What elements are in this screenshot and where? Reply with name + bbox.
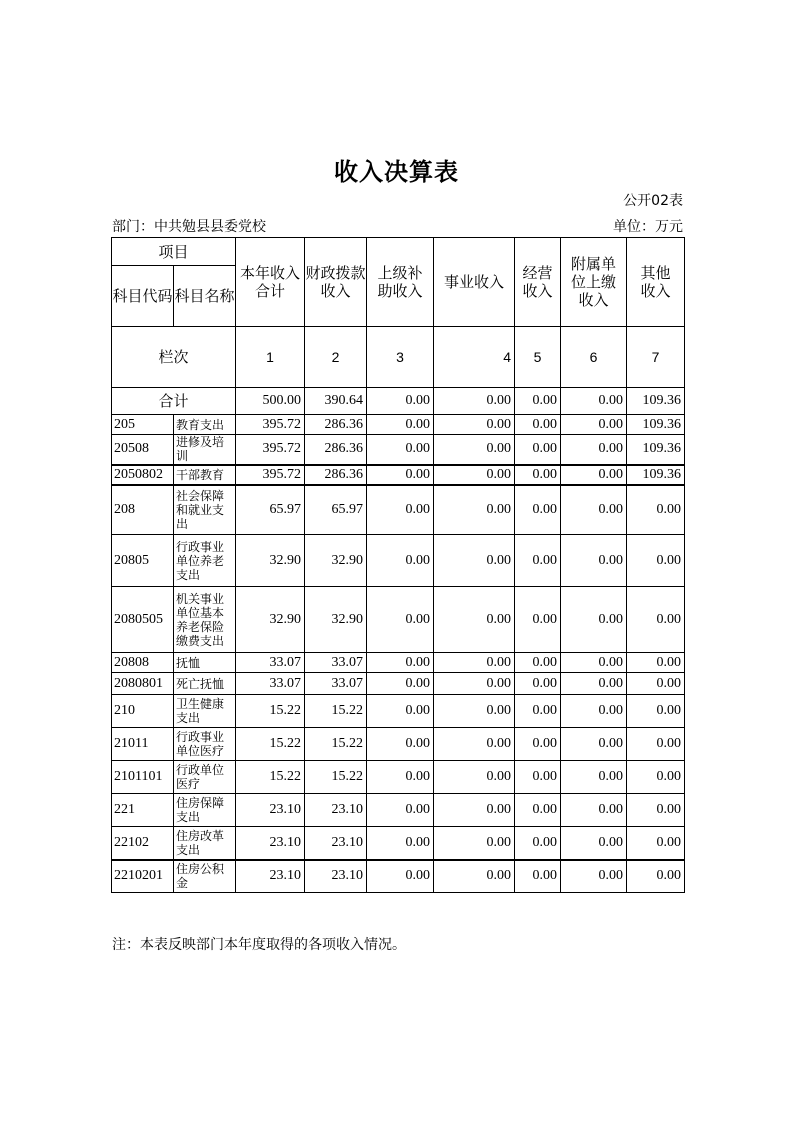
amount-cell: 0.00 bbox=[515, 695, 561, 728]
total-value: 0.00 bbox=[515, 388, 561, 415]
amount-cell: 109.36 bbox=[627, 465, 685, 485]
amount-cell: 0.00 bbox=[434, 587, 515, 653]
subject-code: 205 bbox=[112, 415, 174, 435]
table-row bbox=[112, 535, 685, 587]
form-code: 公开02表 bbox=[623, 193, 683, 209]
amount-cell: 0.00 bbox=[367, 728, 434, 761]
amount-cell: 23.10 bbox=[236, 860, 305, 893]
amount-cell: 0.00 bbox=[434, 794, 515, 827]
amount-cell: 0.00 bbox=[367, 415, 434, 435]
amount-cell: 0.00 bbox=[627, 695, 685, 728]
table-row bbox=[112, 465, 685, 485]
amount-cell: 0.00 bbox=[434, 485, 515, 535]
total-value: 390.64 bbox=[305, 388, 367, 415]
amount-cell: 0.00 bbox=[367, 587, 434, 653]
amount-cell: 0.00 bbox=[515, 435, 561, 465]
amount-cell: 286.36 bbox=[305, 415, 367, 435]
total-label: 合计 bbox=[112, 388, 236, 415]
total-value: 0.00 bbox=[434, 388, 515, 415]
amount-cell: 65.97 bbox=[236, 485, 305, 535]
amount-cell: 23.10 bbox=[305, 827, 367, 860]
amount-cell: 15.22 bbox=[236, 728, 305, 761]
column-number: 2 bbox=[305, 327, 367, 388]
amount-cell: 0.00 bbox=[434, 415, 515, 435]
table-row bbox=[112, 794, 685, 827]
table-row bbox=[112, 827, 685, 860]
column-number: 6 bbox=[561, 327, 627, 388]
table-row bbox=[112, 653, 685, 673]
amount-cell: 0.00 bbox=[627, 728, 685, 761]
amount-cell: 0.00 bbox=[561, 465, 627, 485]
amount-cell: 0.00 bbox=[627, 860, 685, 893]
amount-cell: 0.00 bbox=[515, 415, 561, 435]
amount-cell: 109.36 bbox=[627, 435, 685, 465]
subject-name: 死亡抚恤 bbox=[174, 673, 236, 695]
amount-cell: 0.00 bbox=[561, 587, 627, 653]
amount-cell: 0.00 bbox=[367, 695, 434, 728]
subject-code: 2080505 bbox=[112, 587, 174, 653]
subject-code: 20808 bbox=[112, 653, 174, 673]
subject-code: 20805 bbox=[112, 535, 174, 587]
amount-cell: 0.00 bbox=[627, 794, 685, 827]
amount-cell: 395.72 bbox=[236, 435, 305, 465]
amount-cell: 15.22 bbox=[305, 728, 367, 761]
amount-cell: 0.00 bbox=[367, 435, 434, 465]
footnote: 注：本表反映部门本年度取得的各项收入情况。 bbox=[112, 937, 406, 953]
header-total: 本年收入合计 bbox=[236, 238, 305, 327]
subject-name: 抚恤 bbox=[174, 653, 236, 673]
income-table bbox=[111, 237, 685, 893]
amount-cell: 0.00 bbox=[561, 728, 627, 761]
amount-cell: 0.00 bbox=[367, 485, 434, 535]
amount-cell: 395.72 bbox=[236, 415, 305, 435]
header-affiliated: 附属单位上缴收入 bbox=[561, 238, 627, 327]
subject-name: 干部教育 bbox=[174, 465, 236, 485]
subject-code: 22102 bbox=[112, 827, 174, 860]
amount-cell: 0.00 bbox=[367, 827, 434, 860]
subject-code: 2050802 bbox=[112, 465, 174, 485]
column-number: 5 bbox=[515, 327, 561, 388]
column-number: 4 bbox=[434, 327, 515, 388]
amount-cell: 15.22 bbox=[236, 695, 305, 728]
subject-code: 208 bbox=[112, 485, 174, 535]
header-subsidy: 上级补助收入 bbox=[367, 238, 434, 327]
subject-name: 教育支出 bbox=[174, 415, 236, 435]
amount-cell: 0.00 bbox=[434, 435, 515, 465]
amount-cell: 32.90 bbox=[236, 535, 305, 587]
amount-cell: 0.00 bbox=[367, 653, 434, 673]
table-row bbox=[112, 761, 685, 794]
amount-cell: 0.00 bbox=[367, 860, 434, 893]
amount-cell: 15.22 bbox=[305, 761, 367, 794]
subject-name: 住房公积金 bbox=[174, 860, 236, 893]
subject-name: 住房改革支出 bbox=[174, 827, 236, 860]
subject-code: 2101101 bbox=[112, 761, 174, 794]
amount-cell: 0.00 bbox=[367, 794, 434, 827]
amount-cell: 0.00 bbox=[434, 535, 515, 587]
amount-cell: 0.00 bbox=[515, 465, 561, 485]
amount-cell: 0.00 bbox=[561, 653, 627, 673]
amount-cell: 0.00 bbox=[515, 673, 561, 695]
total-value: 0.00 bbox=[367, 388, 434, 415]
amount-cell: 33.07 bbox=[305, 653, 367, 673]
header-operating: 经营收入 bbox=[515, 238, 561, 327]
subject-code: 20508 bbox=[112, 435, 174, 465]
unit-label: 单位：万元 bbox=[613, 219, 683, 235]
amount-cell: 0.00 bbox=[627, 761, 685, 794]
amount-cell: 0.00 bbox=[434, 673, 515, 695]
amount-cell: 0.00 bbox=[627, 653, 685, 673]
amount-cell: 0.00 bbox=[561, 535, 627, 587]
amount-cell: 0.00 bbox=[367, 465, 434, 485]
subject-name: 进修及培训 bbox=[174, 435, 236, 465]
amount-cell: 33.07 bbox=[236, 673, 305, 695]
amount-cell: 0.00 bbox=[515, 761, 561, 794]
amount-cell: 286.36 bbox=[305, 435, 367, 465]
total-value: 109.36 bbox=[627, 388, 685, 415]
amount-cell: 0.00 bbox=[515, 827, 561, 860]
header-fiscal: 财政拨款收入 bbox=[305, 238, 367, 327]
subject-code: 210 bbox=[112, 695, 174, 728]
amount-cell: 15.22 bbox=[236, 761, 305, 794]
amount-cell: 32.90 bbox=[305, 587, 367, 653]
amount-cell: 32.90 bbox=[236, 587, 305, 653]
page-title: 收入决算表 bbox=[334, 158, 459, 186]
subject-name: 住房保障支出 bbox=[174, 794, 236, 827]
amount-cell: 395.72 bbox=[236, 465, 305, 485]
column-number-row bbox=[112, 327, 685, 388]
amount-cell: 0.00 bbox=[627, 535, 685, 587]
subject-name: 行政事业单位医疗 bbox=[174, 728, 236, 761]
subject-name: 卫生健康支出 bbox=[174, 695, 236, 728]
amount-cell: 0.00 bbox=[561, 827, 627, 860]
column-number: 3 bbox=[367, 327, 434, 388]
table-row bbox=[112, 587, 685, 653]
subject-code: 2210201 bbox=[112, 860, 174, 893]
amount-cell: 33.07 bbox=[305, 673, 367, 695]
amount-cell: 0.00 bbox=[434, 761, 515, 794]
amount-cell: 23.10 bbox=[236, 794, 305, 827]
amount-cell: 0.00 bbox=[561, 415, 627, 435]
amount-cell: 0.00 bbox=[561, 860, 627, 893]
column-number-label: 栏次 bbox=[112, 327, 236, 388]
amount-cell: 0.00 bbox=[627, 673, 685, 695]
amount-cell: 0.00 bbox=[434, 653, 515, 673]
amount-cell: 32.90 bbox=[305, 535, 367, 587]
subject-name: 机关事业单位基本养老保险缴费支出 bbox=[174, 587, 236, 653]
amount-cell: 0.00 bbox=[561, 485, 627, 535]
column-number: 7 bbox=[627, 327, 685, 388]
amount-cell: 23.10 bbox=[305, 794, 367, 827]
amount-cell: 286.36 bbox=[305, 465, 367, 485]
subject-name: 社会保障和就业支出 bbox=[174, 485, 236, 535]
amount-cell: 0.00 bbox=[515, 485, 561, 535]
amount-cell: 0.00 bbox=[627, 827, 685, 860]
amount-cell: 15.22 bbox=[305, 695, 367, 728]
total-value: 0.00 bbox=[561, 388, 627, 415]
table-row bbox=[112, 485, 685, 535]
amount-cell: 0.00 bbox=[627, 485, 685, 535]
subject-code: 2080801 bbox=[112, 673, 174, 695]
amount-cell: 0.00 bbox=[434, 860, 515, 893]
amount-cell: 0.00 bbox=[367, 535, 434, 587]
total-value: 500.00 bbox=[236, 388, 305, 415]
subject-code: 21011 bbox=[112, 728, 174, 761]
subject-name: 行政单位医疗 bbox=[174, 761, 236, 794]
amount-cell: 23.10 bbox=[305, 860, 367, 893]
amount-cell: 0.00 bbox=[434, 827, 515, 860]
amount-cell: 0.00 bbox=[515, 860, 561, 893]
subject-name: 行政事业单位养老支出 bbox=[174, 535, 236, 587]
department-label: 部门：中共勉县县委党校 bbox=[112, 219, 266, 235]
table-row bbox=[112, 435, 685, 465]
table-row bbox=[112, 860, 685, 893]
amount-cell: 33.07 bbox=[236, 653, 305, 673]
amount-cell: 0.00 bbox=[561, 695, 627, 728]
header-name: 科目名称 bbox=[174, 266, 236, 327]
total-row bbox=[112, 388, 685, 415]
table-row bbox=[112, 673, 685, 695]
amount-cell: 0.00 bbox=[434, 728, 515, 761]
table-row bbox=[112, 695, 685, 728]
header-item: 项目 bbox=[112, 238, 236, 266]
table-row bbox=[112, 728, 685, 761]
amount-cell: 0.00 bbox=[367, 673, 434, 695]
amount-cell: 0.00 bbox=[515, 794, 561, 827]
amount-cell: 0.00 bbox=[434, 695, 515, 728]
amount-cell: 0.00 bbox=[561, 435, 627, 465]
amount-cell: 0.00 bbox=[561, 673, 627, 695]
header-row-1 bbox=[112, 238, 685, 266]
amount-cell: 0.00 bbox=[515, 535, 561, 587]
amount-cell: 0.00 bbox=[627, 587, 685, 653]
column-number: 1 bbox=[236, 327, 305, 388]
amount-cell: 0.00 bbox=[434, 465, 515, 485]
amount-cell: 0.00 bbox=[367, 761, 434, 794]
amount-cell: 0.00 bbox=[515, 587, 561, 653]
table-row bbox=[112, 415, 685, 435]
amount-cell: 0.00 bbox=[515, 728, 561, 761]
amount-cell: 0.00 bbox=[515, 653, 561, 673]
header-other: 其他收入 bbox=[627, 238, 685, 327]
amount-cell: 0.00 bbox=[561, 761, 627, 794]
header-business: 事业收入 bbox=[434, 238, 515, 327]
amount-cell: 23.10 bbox=[236, 827, 305, 860]
amount-cell: 109.36 bbox=[627, 415, 685, 435]
header-code: 科目代码 bbox=[112, 266, 174, 327]
amount-cell: 65.97 bbox=[305, 485, 367, 535]
subject-code: 221 bbox=[112, 794, 174, 827]
amount-cell: 0.00 bbox=[561, 794, 627, 827]
